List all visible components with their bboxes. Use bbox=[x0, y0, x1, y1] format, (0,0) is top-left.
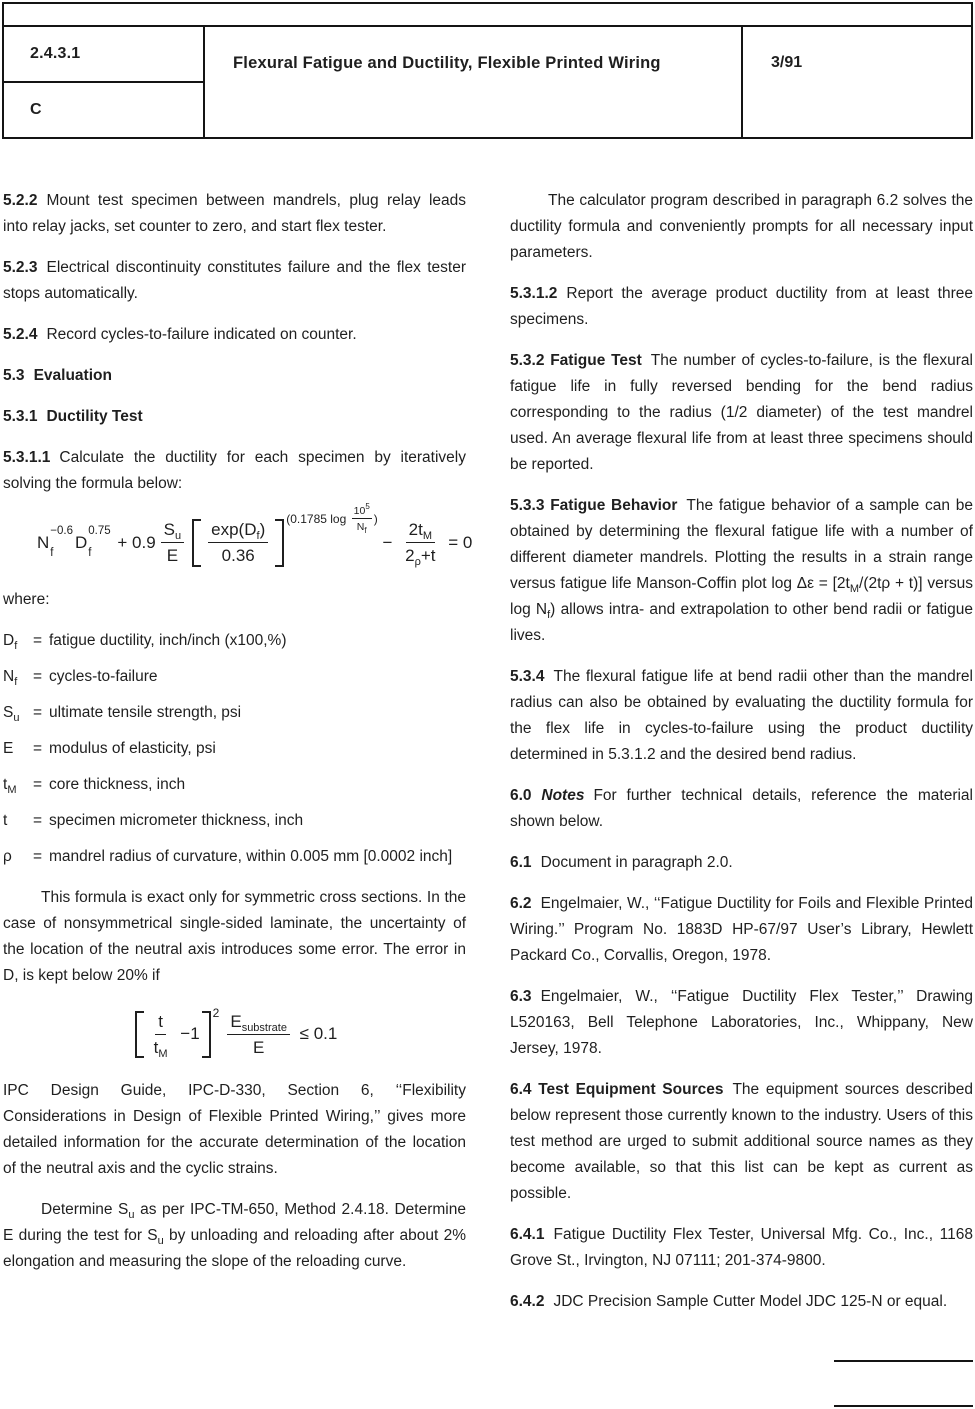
section-label: 5.2.3 bbox=[3, 259, 38, 276]
paragraph bbox=[3, 322, 466, 348]
variable-term bbox=[3, 772, 33, 798]
revision-letter: C bbox=[30, 101, 42, 118]
text-run: +t bbox=[420, 546, 436, 566]
header-table bbox=[2, 2, 973, 139]
text-run: The equipment sources described below represent those currently known to the industry. Users of this test method are urged to submit additional source names as they become available, so that this list can be kept as current as possible. bbox=[510, 1081, 973, 1202]
subscript: ρ bbox=[414, 556, 421, 569]
numerator bbox=[155, 1011, 166, 1035]
date: 3/91 bbox=[771, 54, 803, 71]
paragraph bbox=[510, 984, 973, 1062]
variable-term bbox=[3, 844, 33, 870]
denominator bbox=[151, 1035, 171, 1058]
text-run: 2t bbox=[408, 520, 423, 539]
equals-sign: = bbox=[33, 775, 43, 793]
section-label: 5.3.4 bbox=[510, 668, 545, 685]
text-run: Record cycles-to-failure indicated on counter. bbox=[46, 326, 357, 343]
fraction bbox=[227, 1011, 290, 1059]
footer-rule bbox=[834, 1360, 973, 1362]
text-run: The flexural fatigue life at bend radii other than the mandrel radius can also be obtained by evaluating the ductility formula for the flex life in cycles-to-failure using the product ductility determined in 5.3.1.2 and the desired bend radius. bbox=[510, 668, 973, 763]
subscript: M bbox=[158, 1047, 168, 1060]
paragraph bbox=[3, 255, 466, 307]
subscript: f bbox=[88, 546, 92, 559]
text-run: The number of cycles-to-failure, is the flexural fatigue life in fully reversed bending for the bend radius corresponding to the radius (1/2 diameter) of the test mandrel used. An average flexural life from at least three specimens should be reported. bbox=[510, 352, 973, 473]
numerator bbox=[208, 519, 268, 543]
variable-term bbox=[3, 700, 33, 726]
body-columns bbox=[2, 188, 973, 1330]
text-run: ρ bbox=[3, 847, 12, 865]
title-cell bbox=[205, 27, 741, 137]
document-title: Flexural Fatigue and Ductility, Flexible Printed Wiring bbox=[233, 54, 661, 72]
denominator bbox=[250, 1035, 267, 1058]
text-run: exp(D bbox=[211, 520, 257, 539]
variable-definition: specimen micrometer thickness, inch bbox=[49, 811, 304, 829]
fraction bbox=[208, 519, 268, 567]
text-run: S bbox=[163, 520, 176, 539]
section-label: 6.2 bbox=[510, 895, 532, 912]
text-run: Mount test specimen between mandrels, plug relay leads into relay jacks, set counter to zero, and start flex tester. bbox=[3, 192, 466, 235]
section-label: Notes bbox=[541, 787, 585, 804]
equals-sign: = bbox=[33, 811, 43, 829]
revision-cell bbox=[4, 83, 203, 137]
equals-sign: = bbox=[33, 667, 43, 685]
left-bracket bbox=[135, 1011, 144, 1059]
subscript: f bbox=[14, 675, 18, 688]
bracketed-term bbox=[192, 519, 284, 567]
subscript: u bbox=[175, 530, 182, 542]
section-label: 5.3.1 bbox=[3, 408, 38, 425]
text-run: Document in paragraph 2.0. bbox=[540, 854, 733, 871]
definition-row bbox=[3, 844, 466, 870]
section-label: 6.4.1 bbox=[510, 1226, 545, 1243]
text-run: N bbox=[37, 532, 50, 552]
text-run: t bbox=[158, 1011, 163, 1031]
section-label: 5.3 bbox=[3, 367, 25, 384]
date-cell bbox=[741, 27, 971, 137]
text-run: u bbox=[128, 1209, 135, 1221]
text-run: E bbox=[3, 739, 14, 757]
definition-row bbox=[3, 736, 466, 762]
text-run: S bbox=[3, 703, 14, 721]
text-run: t bbox=[3, 775, 8, 793]
definition-row bbox=[3, 700, 466, 726]
section-label: 5.2.4 bbox=[3, 326, 38, 343]
variable-definition: modulus of elasticity, psi bbox=[49, 739, 216, 757]
text-run: − bbox=[377, 532, 398, 552]
paragraph bbox=[3, 404, 466, 430]
paragraph bbox=[510, 783, 973, 835]
paragraph bbox=[510, 1222, 973, 1274]
section-label: 6.3 bbox=[510, 988, 532, 1005]
paragraph bbox=[3, 885, 466, 989]
text-run: N bbox=[356, 520, 365, 533]
text-run: The calculator program described in paragraph 6.2 solves the ductility formula and conveniently prompts for all necessary input parameters. bbox=[510, 192, 973, 261]
formula-row bbox=[132, 1006, 338, 1060]
section-label: 5.3.2 Fatigue Test bbox=[510, 352, 642, 369]
definition-row bbox=[3, 664, 466, 690]
paragraph bbox=[3, 363, 466, 389]
subscript: f bbox=[256, 530, 260, 542]
text-run: For further technical details, reference the material shown below. bbox=[510, 787, 973, 830]
numerator bbox=[406, 519, 435, 543]
text-run: −1 bbox=[175, 1024, 200, 1044]
paragraph bbox=[510, 850, 973, 876]
left-column bbox=[3, 188, 473, 1330]
variable-term bbox=[3, 628, 33, 654]
subscript: M bbox=[422, 530, 433, 542]
text-run: by unloading and reloading after about 2% elongation and measuring the slope of the reloading curve. bbox=[3, 1227, 466, 1270]
paragraph bbox=[510, 1289, 973, 1315]
numerator bbox=[352, 501, 372, 519]
paragraph bbox=[510, 664, 973, 768]
text-run: f bbox=[547, 609, 551, 621]
right-bracket bbox=[275, 519, 284, 567]
text-run: M bbox=[849, 583, 860, 595]
text-run: Determine S bbox=[41, 1201, 129, 1218]
text-run: D bbox=[3, 631, 15, 649]
text-run: (0.1785 log bbox=[286, 511, 350, 526]
text-run: ) bbox=[259, 520, 266, 539]
text-run: The fatigue behavior of a sample can be obtained by determining the flexural fatigue life with a number of different diameter mandrels. Plotting the results in a strain range versus fatigue life Manson-Coffin plot log Δε = [2t bbox=[510, 497, 973, 592]
bracket-exponent: 2 bbox=[212, 1006, 220, 1021]
footer-rule bbox=[834, 1405, 973, 1407]
numerator bbox=[161, 519, 184, 543]
text-run: Engelmaier, W., ‘‘Fatigue Ductility for Foils and Flexible Printed Wiring.’’ Program No. 1883D HP-67/97 User’s Library, Hewlett Packard Co., Corvallis, Oregon, 1978. bbox=[510, 895, 973, 964]
text-run: Report the average product ductility from at least three specimens. bbox=[510, 285, 973, 328]
text-run: /(2tρ + t)] versus log N bbox=[510, 575, 973, 618]
right-column bbox=[510, 188, 973, 1330]
text-run: Calculate the ductility for each specimen by iteratively solving the formula below: bbox=[3, 449, 466, 492]
denominator bbox=[219, 543, 258, 566]
equals-sign: = bbox=[33, 739, 43, 757]
variable-definition: mandrel radius of curvature, within 0.005 mm [0.0002 inch] bbox=[49, 847, 453, 865]
text-run: E bbox=[230, 1011, 242, 1031]
text-run: E bbox=[166, 546, 179, 566]
left-bracket bbox=[192, 519, 201, 567]
text-run: as per IPC-TM-650, Method 2.4.18. Determine E during the test for S bbox=[3, 1201, 466, 1244]
text-run: 0.9 bbox=[132, 532, 156, 552]
section-label: 6.4.2 bbox=[510, 1293, 545, 1310]
subscript: f bbox=[14, 639, 18, 652]
subscript: f bbox=[364, 525, 367, 535]
section-label: 5.3.1.1 bbox=[3, 449, 51, 466]
text-run: JDC Precision Sample Cutter Model JDC 125-N or equal. bbox=[553, 1293, 948, 1310]
definition-row bbox=[3, 808, 466, 834]
text-run: IPC Design Guide, IPC-D-330, Section 6, ‘‘Flexibility Considerations in Design of Flexible Printed Wiring,’’ gives more detailed information for the accurate determination of the location of the neutral axis and the cyclic strains. bbox=[3, 1082, 466, 1177]
paragraph bbox=[510, 188, 973, 266]
error-criterion-formula bbox=[3, 1006, 466, 1060]
stacked-sup-sub bbox=[50, 526, 73, 559]
text-run: 10 bbox=[353, 504, 366, 517]
header-main-row bbox=[4, 27, 971, 137]
bracketed-term bbox=[135, 1011, 211, 1059]
paragraph bbox=[3, 1197, 466, 1275]
text-run: N bbox=[3, 667, 15, 685]
section-label: 6.4 Test Equipment Sources bbox=[510, 1081, 724, 1098]
equals-sign: = bbox=[33, 703, 43, 721]
section-label: 5.3.3 Fatigue Behavior bbox=[510, 497, 678, 514]
fraction bbox=[352, 501, 372, 535]
paragraph bbox=[510, 1077, 973, 1207]
paragraph bbox=[510, 493, 973, 649]
subscript: u bbox=[13, 711, 20, 724]
text-run: Engelmaier, W., ‘‘Fatigue Ductility Flex Tester,’’ Drawing L520163, Bell Telephone Laboratories, Inc., Whippany, New Jersey, 1978. bbox=[510, 988, 973, 1057]
definition-row bbox=[3, 772, 466, 798]
paragraph bbox=[3, 1078, 466, 1182]
superscript: −0.6 bbox=[50, 525, 73, 538]
fraction bbox=[402, 519, 438, 567]
section-label: 6.0 bbox=[510, 787, 542, 804]
ductility-formula bbox=[37, 501, 473, 569]
doc-number: 2.4.3.1 bbox=[30, 45, 81, 62]
fraction bbox=[151, 1011, 171, 1059]
text-run: u bbox=[157, 1235, 164, 1247]
variable-definition: fatigue ductility, inch/inch (x100,%) bbox=[49, 631, 287, 649]
text-run: Electrical discontinuity constitutes failure and the flex tester stops automatically. bbox=[3, 259, 466, 302]
right-bracket bbox=[202, 1011, 211, 1059]
bracket-exponent bbox=[286, 501, 378, 535]
fraction bbox=[161, 519, 184, 567]
superscript: 0.75 bbox=[88, 525, 111, 538]
text-run: This formula is exact only for symmetric cross sections. In the case of nonsymmetrical single-sided laminate, the uncertainty of the location of the neutral axis introduces some error. The error in D, is kept below 20% if bbox=[3, 888, 466, 984]
text-run: ≤ 0.1 bbox=[294, 1024, 338, 1044]
paragraph bbox=[510, 281, 973, 333]
subscript: substrate bbox=[241, 1021, 287, 1034]
text-run: t bbox=[3, 811, 8, 829]
subscript: M bbox=[7, 783, 17, 796]
text-run: t bbox=[153, 1037, 159, 1057]
paragraph bbox=[510, 348, 973, 478]
variable-term bbox=[3, 736, 33, 762]
paragraph bbox=[510, 891, 973, 969]
doc-number-cell bbox=[4, 27, 203, 83]
text-run: + bbox=[112, 532, 133, 552]
variable-definitions bbox=[3, 628, 466, 870]
header-top-row bbox=[4, 4, 971, 27]
section-label: 5.2.2 bbox=[3, 192, 38, 209]
variable-term bbox=[3, 664, 33, 690]
text-run: D bbox=[74, 532, 88, 552]
equals-sign: = bbox=[33, 847, 43, 865]
text-run: 0.36 bbox=[221, 546, 255, 566]
superscript: 5 bbox=[365, 501, 370, 511]
paragraph bbox=[3, 188, 466, 240]
numerator bbox=[227, 1011, 290, 1035]
equals-sign: = bbox=[33, 631, 43, 649]
section-label: 6.1 bbox=[510, 854, 532, 871]
section-label: Ductility Test bbox=[46, 408, 143, 425]
text-run: ) bbox=[373, 511, 378, 526]
header-left-cells bbox=[4, 27, 205, 137]
variable-term bbox=[3, 808, 33, 834]
variable-definition: cycles-to-failure bbox=[49, 667, 158, 685]
paragraph bbox=[3, 587, 466, 613]
denominator bbox=[164, 543, 181, 566]
text-run: 2 bbox=[405, 546, 415, 566]
denominator bbox=[402, 543, 438, 569]
formula-row bbox=[37, 501, 473, 569]
denominator bbox=[354, 519, 370, 533]
text-run: = 0 bbox=[443, 532, 473, 552]
section-label: Evaluation bbox=[33, 367, 112, 384]
variable-definition: ultimate tensile strength, psi bbox=[49, 703, 242, 721]
text-run: where: bbox=[3, 590, 50, 608]
text-run: ) allows intra- and extrapolation to other bend radii or fatigue lives. bbox=[510, 601, 973, 644]
variable-definition: core thickness, inch bbox=[49, 775, 186, 793]
stacked-sup-sub bbox=[88, 526, 110, 559]
subscript: f bbox=[50, 546, 54, 559]
text-run: E bbox=[252, 1037, 265, 1057]
paragraph bbox=[3, 445, 466, 497]
text-run: Fatigue Ductility Flex Tester, Universal Mfg. Co., Inc., 1168 Grove St., Irvington, NJ 07111; 201-374-9800. bbox=[510, 1226, 973, 1269]
definition-row bbox=[3, 628, 466, 654]
section-label: 5.3.1.2 bbox=[510, 285, 558, 302]
